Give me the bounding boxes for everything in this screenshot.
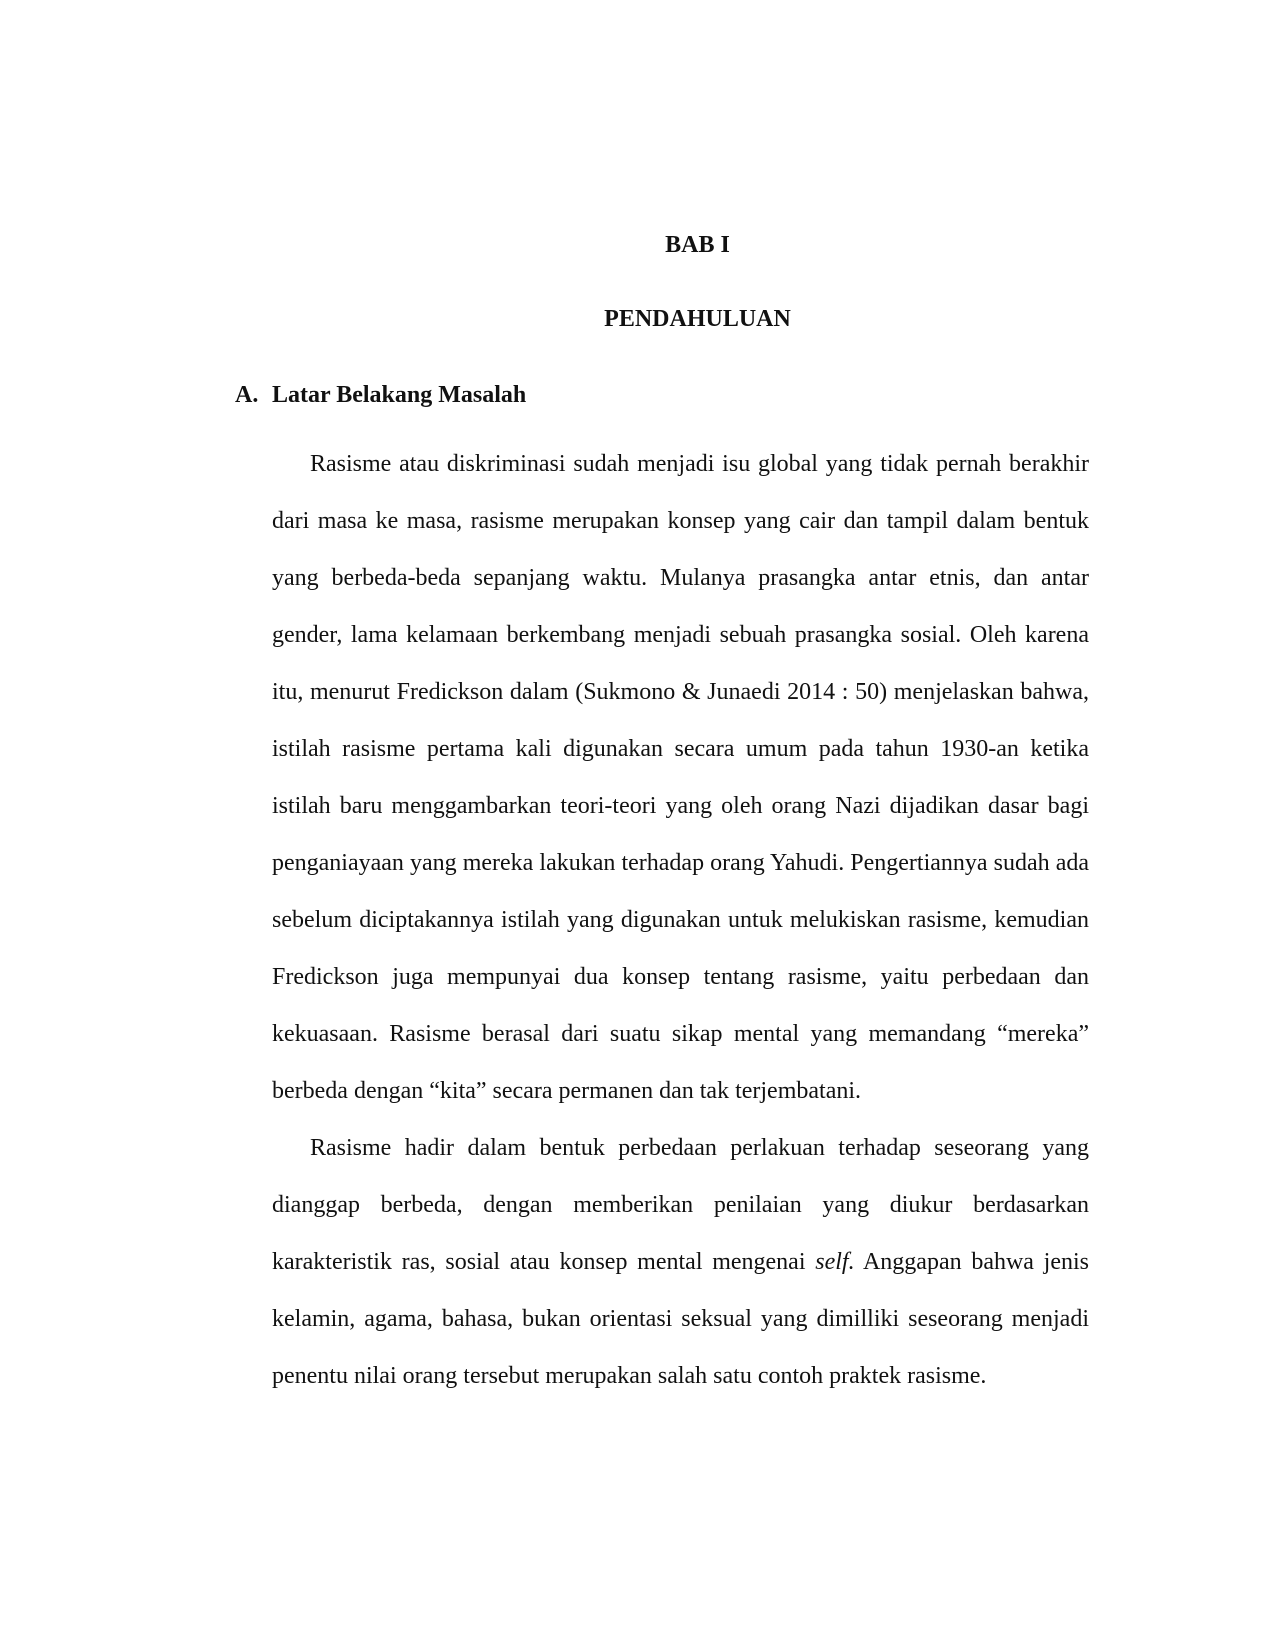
paragraph-1: Rasisme atau diskriminasi sudah menjadi isu global yang tidak pernah berakhir dari masa ke masa, rasisme merupakan konsep yang cair dan tampil dalam bentuk yang berbeda-beda sepanjang waktu. Mulanya prasangka antar etnis, dan antar gender, lama kelamaan berkembang menjadi sebuah prasangka sosial. Oleh karena itu, menurut Fredickson dalam (Sukmono & Junaedi 2014 : 50) menjelaskan bahwa, istilah rasisme pertama kali digunakan secara umum pada tahun 1930-an ketika istilah baru menggambarkan teori-teori yang oleh orang Nazi dijadikan dasar bagi penganiayaan yang mereka lakukan terhadap orang Yahudi. Pengertiannya sudah ada sebelum diciptakannya istilah yang digunakan untuk melukiskan rasisme, kemudian Fredickson juga mempunyai dua konsep tentang rasisme, yaitu perbedaan dan kekuasaan. Rasisme berasal dari suatu sikap mental yang memandang “mereka” berbeda dengan “kita” secara permanen dan tak terjembatani. [272,451,1089,1104]
paragraph-2-text-before: Rasisme hadir dalam bentuk perbedaan perlakuan terhadap seseorang yang dianggap berbeda, dengan memberikan penilaian yang diukur berdasarkan karakteristik ras, sosial atau konsep mental mengenai [272,1135,1089,1275]
body-text [272,436,1089,1405]
chapter-title: PENDAHULUAN [604,306,791,332]
paragraph-2-italic-term: self. [815,1249,855,1275]
section-title: Latar Belakang Masalah [272,382,527,408]
section-heading [235,382,526,409]
chapter-number: BAB I [665,232,730,258]
paragraph-2 [272,1120,1089,1405]
paragraph-2-text-after: Anggapan bahwa jenis kelamin, agama, bahasa, bukan orientasi seksual yang dimilliki seseorang menjadi penentu nilai orang tersebut merupakan salah satu contoh praktek rasisme. [272,1249,1090,1389]
section-letter: A. [235,382,259,408]
